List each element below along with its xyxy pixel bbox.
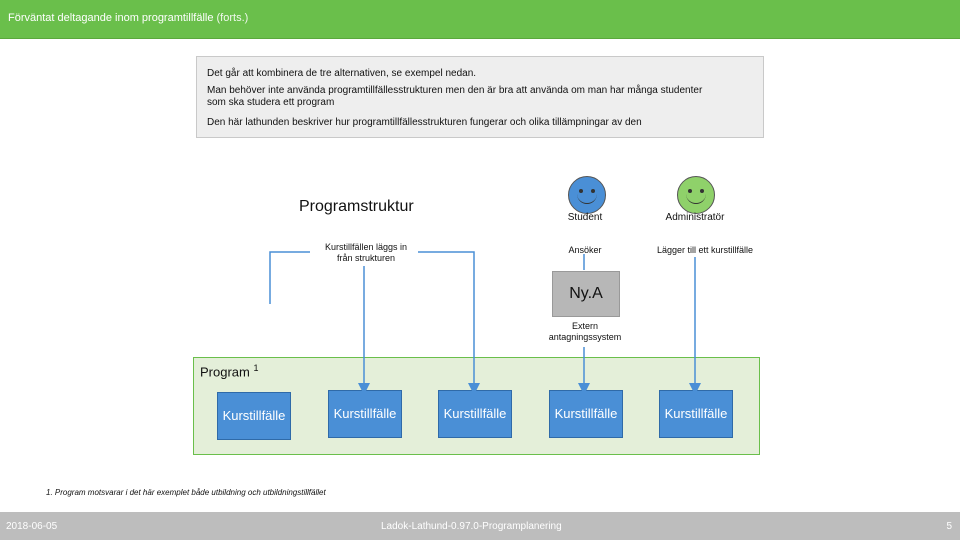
admin-action: Lägger till ett kurstillfälle (656, 245, 754, 255)
external-line-1: Extern (571, 321, 598, 331)
info-line-2b: som ska studera ett program (207, 97, 335, 108)
course-box-4: Kurstillfälle (549, 390, 623, 438)
connector-to-course-3 (418, 252, 474, 389)
page-title-suffix: (forts.) (216, 12, 249, 24)
course-box-2: Kurstillfälle (328, 390, 402, 438)
admin-label: Administratör (665, 212, 725, 223)
footer-document: Ladok-Lathund-0.97.0-Programplanering (381, 521, 562, 532)
info-line-2a: Man behöver inte använda programtillfällesstrukturen men den är bra att använda om man har många studenter (207, 85, 703, 96)
student-label: Student (567, 212, 603, 223)
structure-note-line-1: Kurstillfällen läggs in (324, 242, 408, 252)
footer-date: 2018-06-05 (6, 521, 58, 532)
diagram-heading: Programstruktur (299, 198, 414, 215)
info-line-1: Det går att kombinera de tre alternativen, se exempel nedan. (207, 68, 477, 79)
student-action: Ansöker (568, 245, 602, 255)
footnote: 1. Program motsvarar i det här exemplet både utbildning och utbildningstillfället (46, 488, 326, 497)
external-line-2: antagningssystem (548, 332, 622, 342)
structure-note-line-2: från strukturen (336, 253, 396, 263)
course-box-1: Kurstillfälle (217, 392, 291, 440)
info-line-3: Den här lathunden beskriver hur programtillfällesstrukturen fungerar och olika tillämpningar av den (207, 117, 642, 128)
footer-page-number: 5 (946, 521, 952, 532)
nya-box: Ny.A (552, 271, 620, 317)
program-label-text: Program (200, 364, 250, 380)
course-box-5: Kurstillfälle (659, 390, 733, 438)
page-title-main: Förväntat deltagande inom programtillfälle (8, 12, 214, 24)
program-footnote-marker: 1 (253, 363, 259, 373)
footer-bar (0, 512, 960, 540)
connector-left-bracket (270, 252, 310, 304)
course-box-3: Kurstillfälle (438, 390, 512, 438)
